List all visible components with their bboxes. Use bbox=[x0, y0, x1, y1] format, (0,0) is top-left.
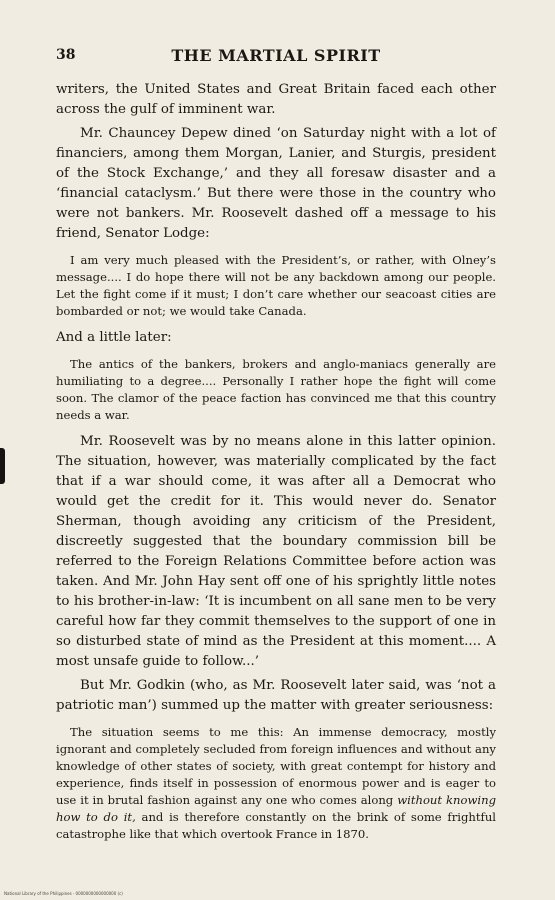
paragraph-1: writers, the United States and Great Britain faced each other across the gulf of imminent war. bbox=[56, 82, 496, 117]
quote-3 bbox=[56, 724, 496, 843]
page-number: 38 bbox=[56, 47, 76, 63]
page-header bbox=[56, 47, 496, 71]
quote-1: I am very much pleased with the President’s, or rather, with Olney’s message.... I do hope there will not be any backdown among our people. Let the fight come if it must; I don’t care whether our seacoast cities are bombarded or not; we would take Canada. bbox=[56, 253, 496, 318]
quote-2: The antics of the bankers, brokers and anglo-maniacs generally are humiliating to a degree.... Personally I rather hope the fight will come soon. The clamor of the peace faction has convinced me that this country needs a war. bbox=[56, 357, 496, 422]
quote-3-text-b: and is therefore constantly on the brink of some frightful catastrophe like that which overtook France in 1870. bbox=[56, 810, 496, 841]
paragraph-3: And a little later: bbox=[56, 330, 172, 345]
quote-3-text-a: The situation seems to me this: An immense democracy, mostly ignorant and completely secluded from foreign influences and without any knowledge of other states of society, with great contempt for history and experience, finds itself in possession of enormous power and is eager to use it in brutal fashion against any one who comes along bbox=[56, 725, 496, 807]
running-title: THE MARTIAL SPIRIT bbox=[171, 46, 381, 65]
quote-3-italic: without knowing how to do it, bbox=[56, 793, 496, 824]
paragraph-5: But Mr. Godkin (who, as Mr. Roosevelt later said, was ‘not a patriotic man’) summed up the matter with greater seriousness: bbox=[56, 678, 496, 713]
scan-footer: National Library of the Philippines · 0000000000000000 (c) bbox=[4, 891, 123, 896]
paragraph-4: Mr. Roosevelt was by no means alone in this latter opinion. The situation, however, was materially complicated by the fact that if a war should come, it was after all a Democrat who would get the credit for it. This would never do. Senator Sherman, though avoiding any criticism of the President, discreetly suggested that the boundary commission bill be referred to the Foreign Relations Committee before action was taken. And Mr. John Hay sent off one of his sprightly little notes to his brother-in-law: ‘It is incumbent on all sane men to be very careful how far they commit themselves to the support of one in so disturbed state of mind as the President at this moment.... A most unsafe guide to follow...’ bbox=[56, 434, 496, 669]
margin-ink-mark bbox=[0, 448, 5, 484]
page-body bbox=[56, 80, 496, 851]
paragraph-2: Mr. Chauncey Depew dined ‘on Saturday night with a lot of financiers, among them Morgan, Lanier, and Sturgis, president of the Stock Exchange,’ and they all foresaw disaster and a ‘financial cataclysm.’ But there were those in the country who were not bankers. Mr. Roosevelt dashed off a message to his friend, Senator Lodge: bbox=[56, 126, 496, 241]
